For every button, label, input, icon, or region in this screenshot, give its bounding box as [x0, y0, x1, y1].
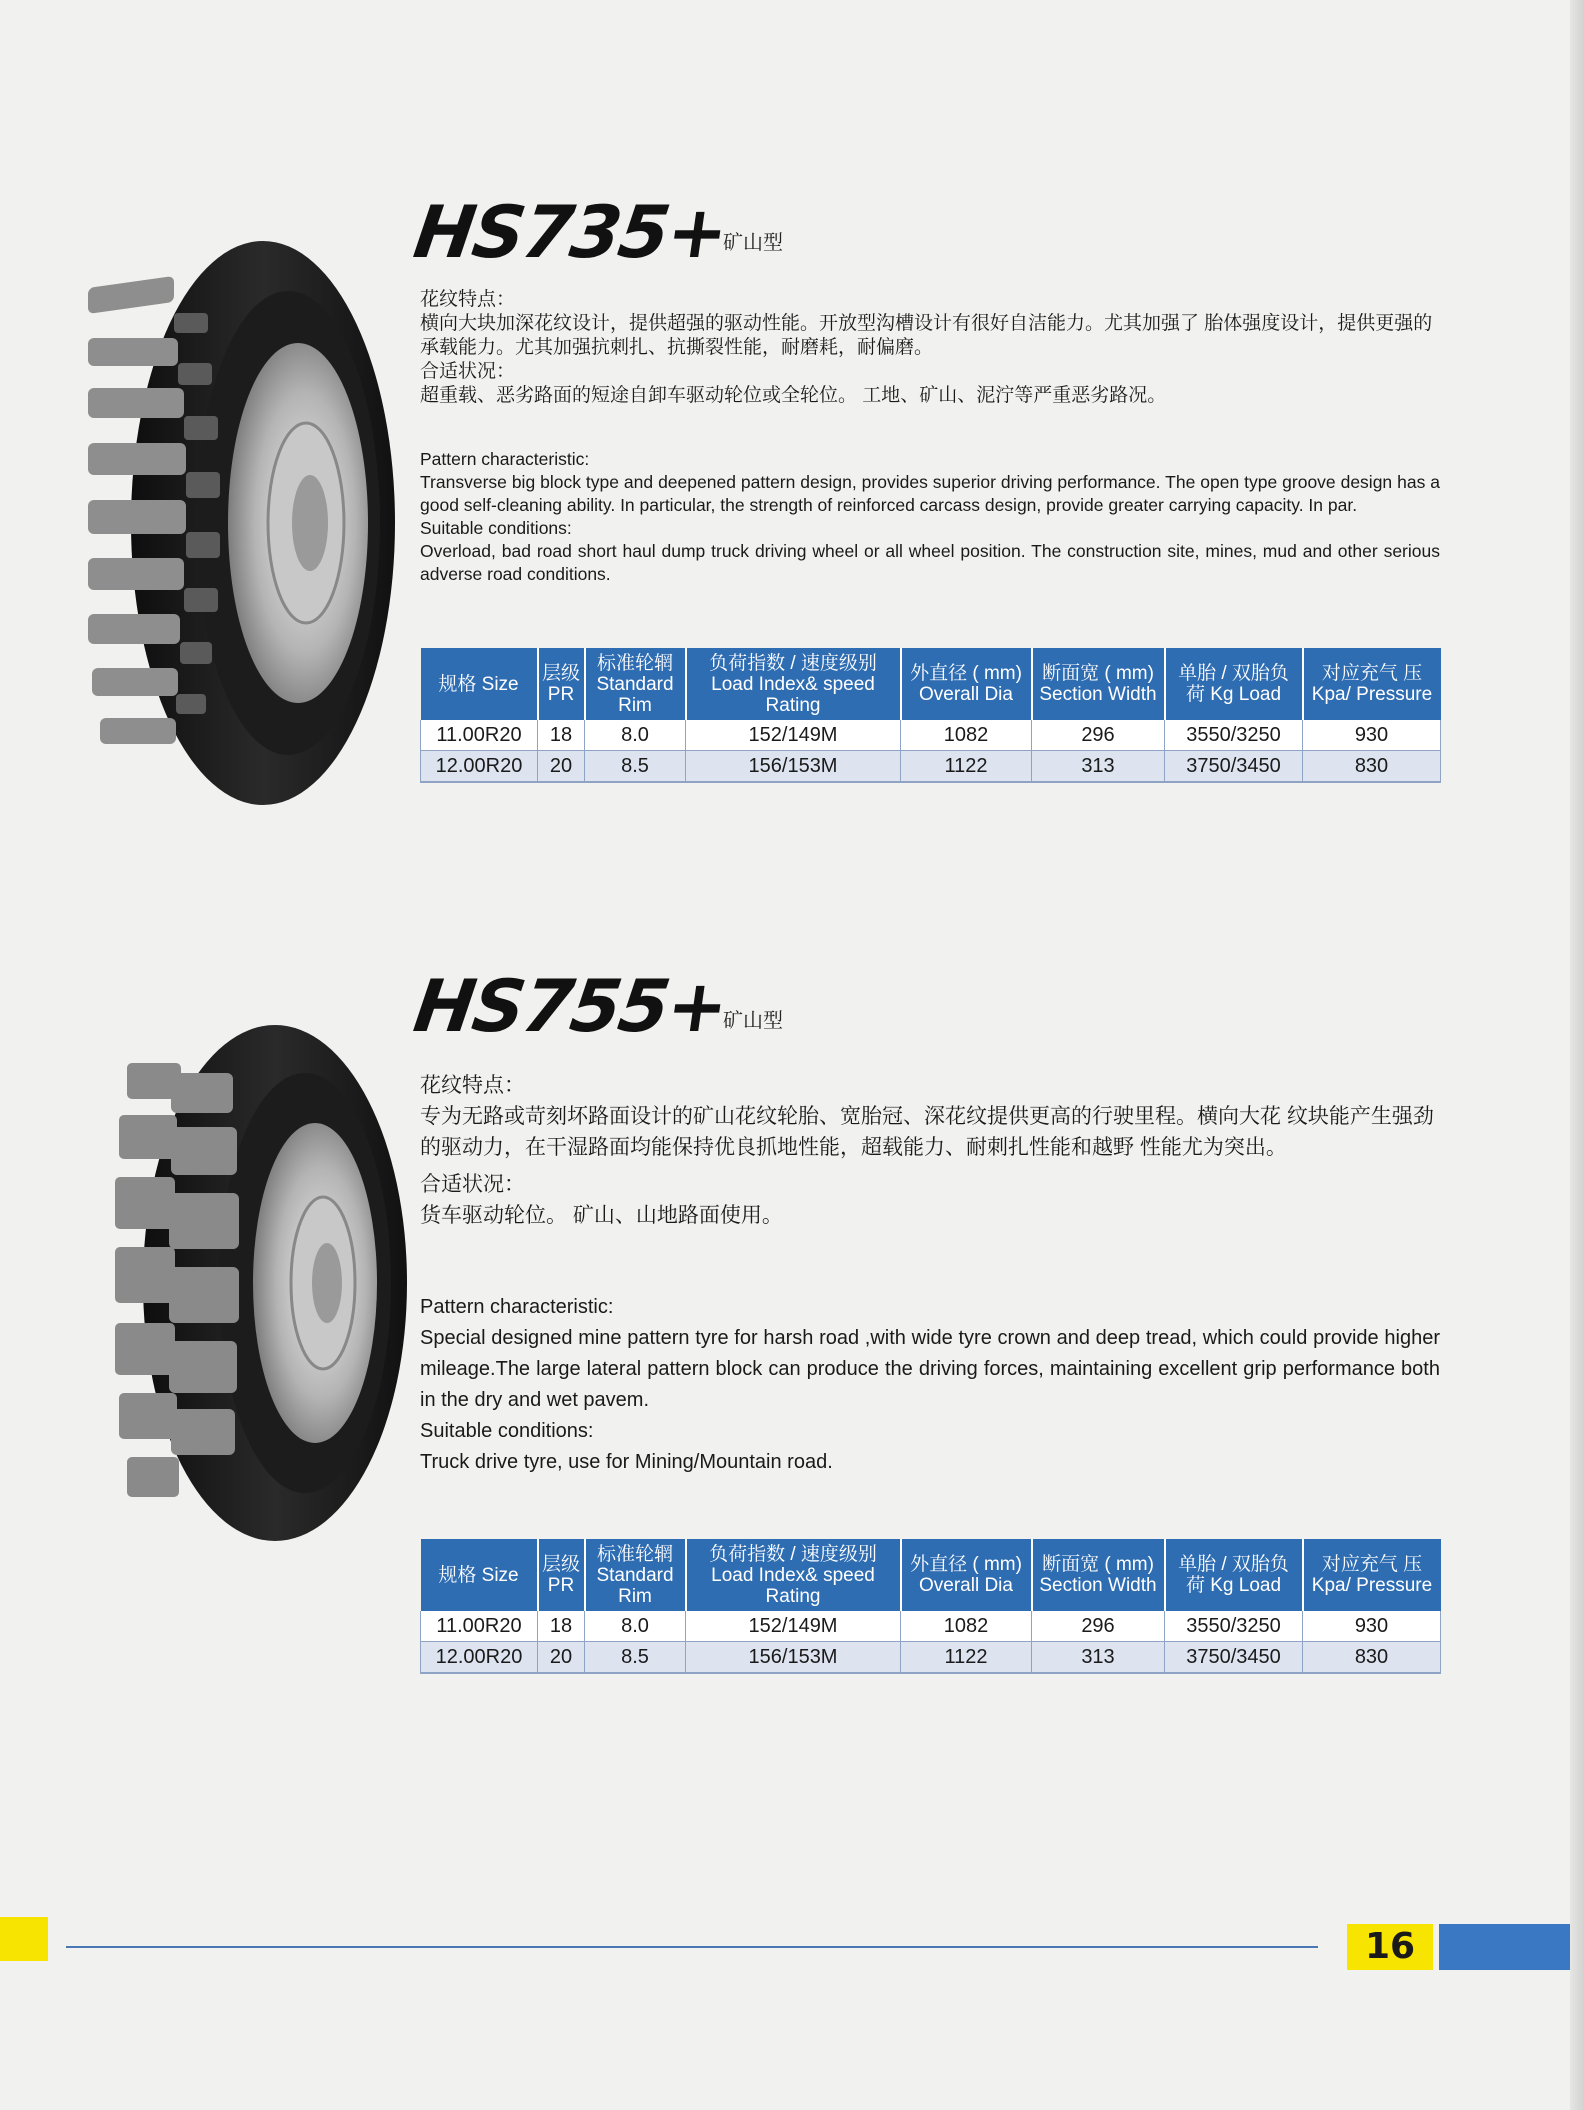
cell-overall-dia: 1122	[901, 751, 1032, 783]
cell-pr: 20	[538, 751, 585, 783]
description-en	[420, 1292, 1440, 1478]
cell-pr: 18	[538, 720, 585, 751]
header-overall-dia: 外直径 ( mm) Overall Dia	[901, 648, 1032, 720]
cell-load: 3750/3450	[1165, 1642, 1303, 1674]
cell-rim: 8.0	[585, 1611, 686, 1642]
tire-image-hs755	[115, 1023, 410, 1543]
cell-size: 11.00R20	[421, 720, 538, 751]
cell-load: 3750/3450	[1165, 751, 1303, 783]
cell-section-width: 296	[1032, 1611, 1165, 1642]
header-load-index: 负荷指数 / 速度级别 Load Index& speed Rating	[686, 648, 901, 720]
cn-conditions-heading: 合适状况：	[420, 1173, 525, 1196]
header-rim: 标准轮辋 Standard Rim	[585, 648, 686, 720]
cell-overall-dia: 1122	[901, 1642, 1032, 1674]
cell-overall-dia: 1082	[901, 720, 1032, 751]
cn-conditions-heading: 合适状况：	[420, 361, 516, 382]
table-row	[421, 751, 1441, 783]
header-size: 规格 Size	[421, 1539, 538, 1611]
table-row	[421, 1611, 1441, 1642]
en-conditions-text: Truck drive tyre, use for Mining/Mountain road.	[420, 1451, 833, 1473]
cn-pattern-heading: 花纹特点：	[420, 289, 516, 310]
cn-conditions-text: 超重载、恶劣路面的短途自卸车驱动轮位或全轮位。 工地、矿山、泥泞等严重恶劣路况。	[420, 385, 1167, 406]
header-pressure: 对应充气 压 Kpa/ Pressure	[1303, 1539, 1441, 1611]
cell-load-index: 156/153M	[686, 1642, 901, 1674]
header-load-index: 负荷指数 / 速度级别 Load Index& speed Rating	[686, 1539, 901, 1611]
header-overall-dia: 外直径 ( mm) Overall Dia	[901, 1539, 1032, 1611]
cell-section-width: 296	[1032, 720, 1165, 751]
cell-rim: 8.0	[585, 720, 686, 751]
cell-rim: 8.5	[585, 1642, 686, 1674]
header-pressure: 对应充气 压 Kpa/ Pressure	[1303, 648, 1441, 720]
cell-pressure: 830	[1303, 1642, 1441, 1674]
description-cn	[420, 1070, 1440, 1231]
footer-accent-left	[0, 1917, 48, 1961]
cell-pr: 20	[538, 1642, 585, 1674]
description-cn	[420, 288, 1440, 408]
cell-pr: 18	[538, 1611, 585, 1642]
description-en	[420, 448, 1440, 586]
cell-load-index: 152/149M	[686, 1611, 901, 1642]
footer-divider	[66, 1946, 1318, 1948]
header-rim: 标准轮辋 Standard Rim	[585, 1539, 686, 1611]
cn-pattern-heading: 花纹特点：	[420, 1074, 525, 1097]
en-conditions-heading: Suitable conditions:	[420, 1420, 594, 1442]
cell-size: 12.00R20	[421, 751, 538, 783]
model-type: 矿山型	[723, 230, 783, 254]
en-conditions-text: Overload, bad road short haul dump truck driving wheel or all wheel position. The construction site, mines, mud and other serious adverse road conditions.	[420, 541, 1440, 584]
cell-size: 12.00R20	[421, 1642, 538, 1674]
cn-pattern-text: 横向大块加深花纹设计，提供超强的驱动性能。开放型沟槽设计有很好自洁能力。尤其加强了 胎体强度设计，提供更强的承载能力。尤其加强抗刺扎、抗撕裂性能，耐磨耗，耐偏磨。	[420, 313, 1433, 358]
header-load: 单胎 / 双胎负 荷 Kg Load	[1165, 648, 1303, 720]
header-load: 单胎 / 双胎负 荷 Kg Load	[1165, 1539, 1303, 1611]
model-title: HS735+	[409, 190, 732, 274]
en-pattern-heading: Pattern characteristic:	[420, 449, 590, 469]
en-pattern-text: Transverse big block type and deepened pattern design, provides superior driving performance. The open type groove design has a good self-cleaning ability. In particular, the strength of reinforced carcass design, provide greater carrying capacity. In par.	[420, 472, 1440, 515]
cell-load-index: 156/153M	[686, 751, 901, 783]
footer-accent-right	[1439, 1924, 1570, 1970]
header-section-width: 断面宽 ( mm) Section Width	[1032, 1539, 1165, 1611]
cell-pressure: 830	[1303, 751, 1441, 783]
cell-section-width: 313	[1032, 1642, 1165, 1674]
cell-load: 3550/3250	[1165, 1611, 1303, 1642]
cell-rim: 8.5	[585, 751, 686, 783]
cell-overall-dia: 1082	[901, 1611, 1032, 1642]
cell-load: 3550/3250	[1165, 720, 1303, 751]
cell-size: 11.00R20	[421, 1611, 538, 1642]
cell-pressure: 930	[1303, 1611, 1441, 1642]
header-section-width: 断面宽 ( mm) Section Width	[1032, 648, 1165, 720]
header-pr: 层级 PR	[538, 1539, 585, 1611]
page-number: 16	[1347, 1924, 1433, 1970]
cell-load-index: 152/149M	[686, 720, 901, 751]
cn-pattern-text: 专为无路或苛刻坏路面设计的矿山花纹轮胎、宽胎冠、深花纹提供更高的行驶里程。横向大花 纹块能产生强劲的驱动力，在干湿路面均能保持优良抓地性能，超载能力、耐刺扎性能和越野 性能尤为突出。	[420, 1105, 1434, 1159]
model-title: HS755+	[409, 964, 732, 1048]
model-type: 矿山型	[723, 1008, 783, 1032]
spec-table	[420, 648, 1441, 783]
table-row	[421, 720, 1441, 751]
page-edge	[1570, 0, 1584, 2110]
en-conditions-heading: Suitable conditions:	[420, 518, 572, 538]
header-size: 规格 Size	[421, 648, 538, 720]
header-pr: 层级 PR	[538, 648, 585, 720]
cell-section-width: 313	[1032, 751, 1165, 783]
tire-image-hs735	[88, 238, 398, 808]
cn-conditions-text: 货车驱动轮位。 矿山、山地路面使用。	[420, 1204, 783, 1227]
en-pattern-heading: Pattern characteristic:	[420, 1296, 614, 1318]
en-pattern-text: Special designed mine pattern tyre for harsh road ,with wide tyre crown and deep tread, which could provide higher mileage.The large lateral pattern block can produce the driving forces, maintaining excellent grip performance both in the dry and wet pavem.	[420, 1327, 1440, 1411]
cell-pressure: 930	[1303, 720, 1441, 751]
table-row	[421, 1642, 1441, 1674]
spec-table	[420, 1539, 1441, 1674]
